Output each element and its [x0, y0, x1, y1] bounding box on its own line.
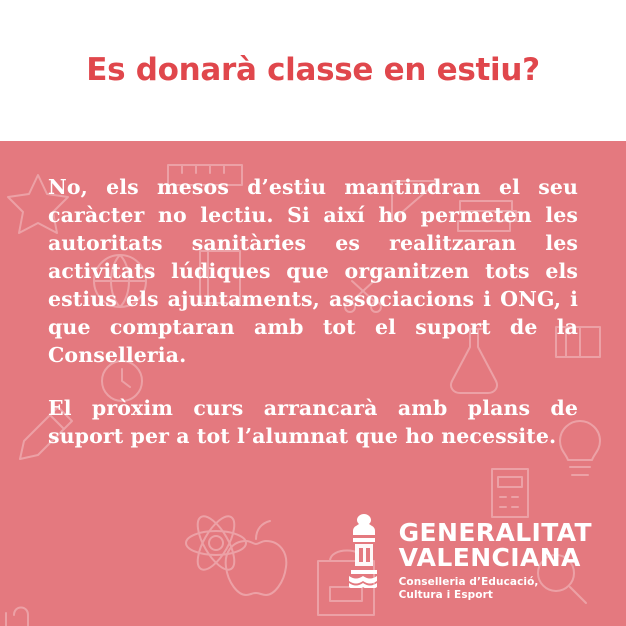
generalitat-valenciana-logo [341, 514, 592, 602]
logo-subtitle-2: Cultura i Esport [398, 588, 493, 601]
answer-paragraph-1: No, els mesos d’estiu mantindran el seu caràcter no lectiu. Si així ho permeten les autoritats sanitàries es realitzaran les activitats lúdiques que organitzen tots els estius els ajuntaments, associacions i ONG, i que comptaran amb tot el suport de la Conselleria. [48, 175, 578, 368]
answer-paragraph-2: El pròxim curs arrancarà amb plans de suport per a tot l’alumnat que ho necessite. [48, 395, 578, 448]
crest-icon [341, 514, 387, 588]
page-title: Es donarà classe en estiu? [86, 51, 540, 88]
logo-subtitle-1: Conselleria d’Educació, [398, 575, 539, 588]
logo-line-2: VALENCIANA [398, 543, 581, 573]
logo-wordmark [399, 514, 592, 602]
answer-panel [0, 141, 626, 626]
header-banner [0, 0, 626, 141]
logo-line-1: GENERALITAT [398, 517, 592, 547]
